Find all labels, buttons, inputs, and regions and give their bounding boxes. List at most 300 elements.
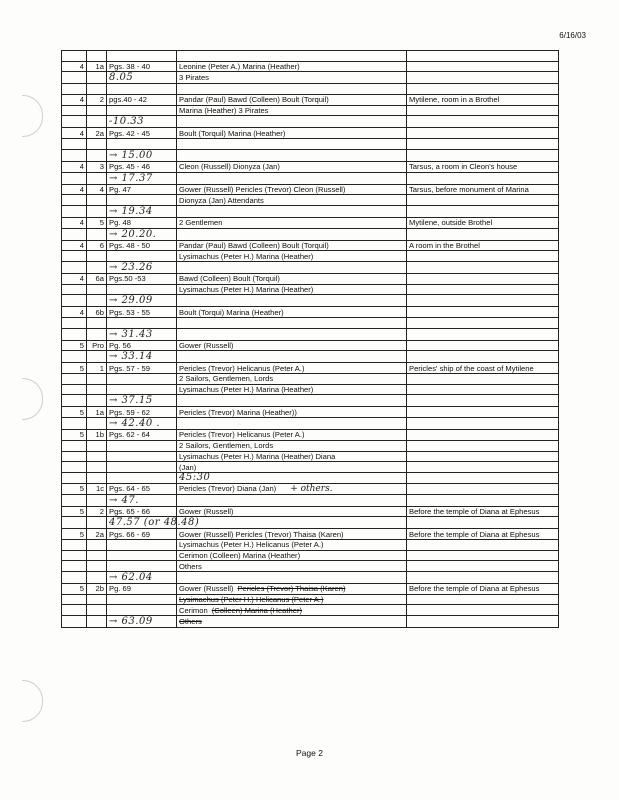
pages-cell [107,384,177,395]
setting-cell [407,116,559,128]
scene-label: 2b [95,584,104,594]
cast-cell [177,340,407,351]
scene-cell [87,605,107,616]
handwritten-timing: → 20.20. [109,228,157,240]
table-row [62,217,559,228]
table-row [62,116,559,128]
act-cell: 5 [62,407,87,418]
cast-cell [177,84,407,95]
setting-cell [407,195,559,206]
cast-cell [177,61,407,72]
setting-cell [407,616,559,628]
table-row [62,594,559,605]
act-cell [62,205,87,217]
table-row [62,84,559,95]
pages-cell: Pgs. 65 - 66 [107,506,177,517]
table-row [62,261,559,273]
act-cell [62,539,87,550]
scene-cell [87,594,107,605]
scene-cell [87,184,107,195]
cast-text: 2 Gentlemen [179,218,223,228]
cast-text: Pandar (Paul) Bawd (Colleen) Boult (Torquil) [179,240,329,250]
cast-cell [177,240,407,251]
scene-label: 1b [95,430,104,440]
setting-cell: Mytilene, outside Brothel [407,217,559,228]
setting-cell [407,307,559,318]
cast-cell [177,105,407,116]
scene-label: Pro [92,341,104,351]
cast-cell [177,506,407,517]
act-cell [62,494,87,506]
handwritten-timing: → 37.15 [109,395,153,407]
cast-cell [177,440,407,451]
scene-cell [87,561,107,572]
scene-label: 2 [99,506,104,516]
cast-cell [177,318,407,329]
pages-cell [107,318,177,329]
scene-cell [87,395,107,407]
setting-cell [407,273,559,284]
cast-text: Boult (Torqui) Marina (Heather) [179,307,284,317]
act-cell [62,261,87,273]
setting-cell [407,340,559,351]
cast-text: Gower (Russell) [179,506,234,516]
setting-cell [407,228,559,240]
scene-cell [87,616,107,628]
setting-cell: Tarsus, a room in Cleon's house [407,161,559,172]
setting-cell [407,284,559,295]
binder-hole [22,680,43,722]
handwritten-timing: → 17.37 [109,172,153,184]
scene-cell [87,51,107,62]
cast-cell [177,494,407,506]
cast-text: Pericles (Trevor) Diana (Jan) [179,483,277,493]
act-cell [62,351,87,363]
table-row [62,228,559,240]
act-cell [62,139,87,150]
cast-cell [177,550,407,561]
pages-cell [107,284,177,295]
act-cell [62,572,87,584]
act-cell [62,374,87,385]
act-cell [62,561,87,572]
scene-cell [87,517,107,529]
scene-cell [87,418,107,430]
act-cell: 5 [62,340,87,351]
act-cell [62,51,87,62]
table-row [62,395,559,407]
handwritten-timing: → 15.00 [109,149,153,161]
cast-cell [177,483,407,494]
handwritten-note: + others. [290,483,333,494]
pages-cell [107,561,177,572]
pages-cell: Pg. 69 [107,584,177,595]
act-cell: 4 [62,61,87,72]
setting-cell [407,105,559,116]
cast-text: Cerimon [179,605,208,615]
act-cell [62,550,87,561]
scene-label: 6b [95,307,104,317]
cast-cell [177,594,407,605]
scene-cell [87,284,107,295]
cast-text: Gower (Russell) [179,584,234,594]
handwritten-timing: → 23.26 [109,261,153,273]
scene-cell [87,430,107,441]
act-cell: 4 [62,184,87,195]
table-row [62,161,559,172]
act-cell [62,594,87,605]
table-row [62,139,559,150]
pages-cell: Pgs. 62 - 64 [107,430,177,441]
cast-text: 3 Pirates [179,73,209,83]
pages-cell [107,351,177,363]
act-cell: 4 [62,307,87,318]
pages-cell: Pgs. 42 - 45 [107,128,177,139]
scene-cell [87,172,107,184]
cast-cell [177,616,407,628]
act-cell: 4 [62,128,87,139]
scene-cell [87,529,107,540]
cast-cell [177,472,407,483]
scene-cell [87,363,107,374]
cast-cell [177,407,407,418]
cast-text: Pericles (Trevor) Helicanus (Peter A.) [179,363,305,373]
scene-cell [87,506,107,517]
cast-cell [177,217,407,228]
act-cell [62,616,87,628]
scene-cell [87,240,107,251]
scene-cell [87,217,107,228]
table-row [62,494,559,506]
document-date: 6/16/03 [559,31,586,40]
table-row [62,351,559,363]
act-cell: 5 [62,584,87,595]
setting-cell: Before the temple of Diana at Ephesus [407,506,559,517]
table-row [62,440,559,451]
cast-text: 2 Sailors, Gentlemen, Lords [179,441,274,451]
scene-label: 1a [95,62,104,72]
scene-cell [87,105,107,116]
scene-cell [87,161,107,172]
cast-text: Lysimachus (Peter H.) Marina (Heather) [179,284,314,294]
pages-cell [107,116,177,128]
pages-cell [107,462,177,473]
cast-text: Gower (Russell) Pericles (Trevor) Cleon (Russell) [179,184,346,194]
scene-cell [87,472,107,483]
table-row [62,307,559,318]
scene-cell [87,273,107,284]
scene-cell [87,228,107,240]
cast-cell [177,529,407,540]
setting-cell [407,462,559,473]
scene-cell [87,328,107,340]
setting-cell [407,139,559,150]
table-row [62,384,559,395]
act-cell [62,418,87,430]
scene-cell [87,584,107,595]
setting-cell [407,72,559,84]
cast-text: Bawd (Colleen) Boult (Torquil) [179,274,280,284]
act-cell: 5 [62,506,87,517]
scene-cell [87,251,107,262]
act-cell [62,84,87,95]
act-cell [62,149,87,161]
table-row [62,462,559,473]
cast-text: 2 Sailors, Gentlemen, Lords [179,374,274,384]
cast-cell [177,451,407,462]
cast-cell [177,228,407,240]
scene-cell [87,351,107,363]
cast-text: Dionyza (Jan) Attendants [179,195,264,205]
scene-cell [87,261,107,273]
pages-cell [107,261,177,273]
scene-cell [87,84,107,95]
cast-cell [177,395,407,407]
pages-cell: Pgs. 45 - 46 [107,161,177,172]
setting-cell [407,561,559,572]
handwritten-timing: 47.57 (or 48.48) [109,517,200,529]
cast-cell [177,307,407,318]
cast-text: Boult (Torquil) Marina (Heather) [179,128,286,138]
setting-cell [407,517,559,529]
setting-cell: Before the temple of Diana at Ephesus [407,529,559,540]
act-cell: 5 [62,529,87,540]
cast-cell [177,205,407,217]
cast-text: Cleon (Russell) Dionyza (Jan) [179,162,280,172]
cast-text: Cerimon (Colleen) Marina (Heather) [179,550,301,560]
cast-text: Pericles (Trevor) Helicanus (Peter A.) [179,430,305,440]
act-cell: 4 [62,240,87,251]
act-cell [62,284,87,295]
scene-label: 2 [99,95,104,105]
cast-cell [177,605,407,616]
act-cell [62,105,87,116]
act-cell [62,451,87,462]
pages-cell [107,205,177,217]
cast-text: Lysimachus (Peter H.) Helicanus (Peter A.) [179,540,324,550]
scene-cell [87,295,107,307]
pages-cell [107,451,177,462]
setting-cell [407,539,559,550]
act-cell [62,116,87,128]
table-row [62,284,559,295]
table-row [62,584,559,595]
act-cell [62,72,87,84]
page-number: Page 2 [296,748,323,758]
pages-cell: Pgs. 64 - 65 [107,483,177,494]
table-row [62,205,559,217]
setting-cell: Pericles' ship of the coast of Mytilene [407,363,559,374]
table-row [62,550,559,561]
table-row [62,561,559,572]
table-row [62,451,559,462]
pages-cell [107,328,177,340]
pages-cell: Pgs. 48 - 50 [107,240,177,251]
act-cell [62,472,87,483]
setting-cell: Before the temple of Diana at Ephesus [407,584,559,595]
scene-label: 3 [99,162,104,172]
act-cell: 4 [62,273,87,284]
pages-cell [107,251,177,262]
scene-label: 2a [95,128,104,138]
binder-hole [22,95,43,137]
setting-cell [407,328,559,340]
pages-cell: Pgs. 38 - 40 [107,61,177,72]
cast-cell [177,128,407,139]
setting-cell [407,418,559,430]
table-row [62,472,559,483]
act-cell [62,605,87,616]
scene-label: 1c [95,484,104,494]
scene-cell [87,550,107,561]
setting-cell [407,594,559,605]
cast-cell [177,418,407,430]
cast-text: Others [179,561,202,571]
pages-cell [107,84,177,95]
cast-text: Lysimachus (Peter H.) Marina (Heather) [179,251,314,261]
pages-cell [107,517,200,529]
act-cell [62,462,87,473]
scene-label: 1 [99,363,104,373]
handwritten-timing: → 29.09 [109,295,153,307]
cast-cell [177,95,407,106]
act-cell: 5 [62,363,87,374]
table-row [62,149,559,161]
cast-text: (Jan) [179,462,197,472]
pages-cell [107,228,177,240]
act-cell [62,318,87,329]
table-row [62,529,559,540]
table-row [62,273,559,284]
setting-cell [407,572,559,584]
table-row [62,128,559,139]
pages-cell: pgs.40 - 42 [107,95,177,106]
cast-cell [177,139,407,150]
cast-cell [177,51,407,62]
cast-cell [177,374,407,385]
pages-cell [107,139,177,150]
scene-cell [87,384,107,395]
act-cell [62,228,87,240]
setting-cell [407,61,559,72]
cast-cell [177,351,407,363]
pages-cell [107,72,177,84]
act-cell: 5 [62,483,87,494]
cast-text: Gower (Russell) [179,341,234,351]
handwritten-timing: → 33.14 [109,351,153,363]
handwritten-timing: → 62.04 [109,572,153,583]
scene-label: 4 [99,184,104,194]
table-row [62,605,559,616]
scene-label: 6a [95,274,104,284]
pages-cell [107,572,177,584]
table-row [62,572,559,584]
cast-cell [177,273,407,284]
pages-cell [107,594,177,605]
table-row [62,539,559,550]
setting-cell: Mytilene, room in a Brothel [407,95,559,106]
cast-cell [177,295,407,307]
cast-text: 45:30 [179,472,211,484]
pages-cell [107,550,177,561]
scene-cell [87,95,107,106]
pages-cell [107,472,177,483]
rehearsal-schedule-table [61,50,559,628]
table-row [62,363,559,374]
cast-cell [177,539,407,550]
scene-cell [87,539,107,550]
cast-cell [177,284,407,295]
act-cell [62,328,87,340]
setting-cell [407,395,559,407]
scene-cell [87,307,107,318]
table-row [62,517,559,529]
handwritten-timing: → 42.40 . [109,418,161,430]
cast-cell [177,363,407,374]
scene-cell [87,494,107,506]
setting-cell [407,128,559,139]
scene-cell [87,318,107,329]
act-cell [62,395,87,407]
table-row [62,483,559,494]
scene-cell [87,149,107,161]
scene-cell [87,61,107,72]
setting-cell [407,550,559,561]
struck-cast-text: Pericles (Trevor) Thaisa (Karen) [237,584,346,594]
cast-cell [177,261,407,273]
scene-cell [87,374,107,385]
setting-cell [407,172,559,184]
scene-cell [87,116,107,128]
scene-label: 1a [95,407,104,417]
act-cell [62,384,87,395]
setting-cell [407,605,559,616]
setting-cell [407,351,559,363]
scene-label: 5 [99,218,104,228]
act-cell: 4 [62,217,87,228]
handwritten-timing: 8.05 [109,72,134,84]
setting-cell [407,205,559,217]
setting-cell [407,251,559,262]
struck-cast-text: (Colleen) Marina (Heather) [211,605,303,615]
pages-cell [107,418,177,430]
cast-cell [177,517,407,529]
table-row [62,318,559,329]
table-row [62,616,559,628]
scene-cell [87,440,107,451]
act-cell [62,172,87,184]
scene-cell [87,462,107,473]
handwritten-timing: → 63.09 [109,616,153,628]
cast-cell [177,572,407,584]
pages-cell: Pgs. 53 - 55 [107,307,177,318]
act-cell [62,195,87,206]
setting-cell [407,451,559,462]
handwritten-timing: → 47. [109,494,139,506]
setting-cell [407,472,559,483]
pages-cell [107,605,177,616]
pages-cell [107,539,177,550]
cast-cell [177,161,407,172]
pages-cell: Pgs. 59 - 62 [107,407,177,418]
setting-cell [407,407,559,418]
cast-text: Pericles (Trevor) Marina (Heather)) [179,407,297,417]
cast-text: Lysimachus (Peter H.) Marina (Heather) Diana [179,451,336,461]
cast-cell [177,384,407,395]
table-row [62,506,559,517]
cast-cell [177,172,407,184]
handwritten-timing: → 31.43 [109,328,153,340]
